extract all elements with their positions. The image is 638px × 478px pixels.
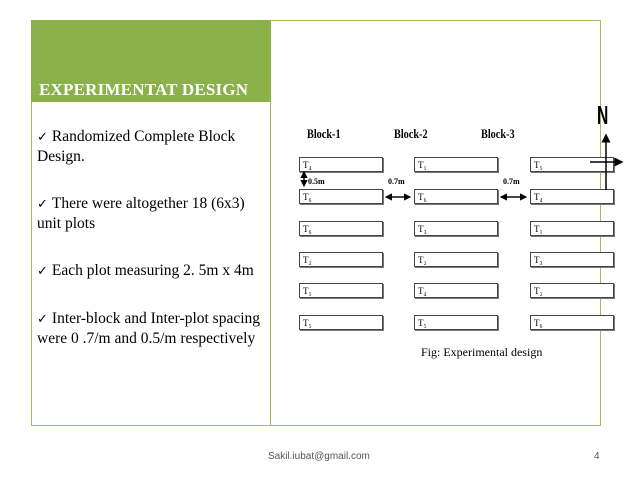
- plot-label: T₁: [303, 286, 312, 296]
- plot-label: T₄: [418, 286, 427, 296]
- bullet-text: Each plot measuring 2. 5m x 4m: [51, 262, 254, 279]
- plot-label: T₅: [303, 318, 312, 328]
- block-spacing-label-1: 0.7m: [388, 177, 405, 186]
- check-icon: ✓: [37, 130, 48, 145]
- block-3-label: Block-3: [481, 127, 515, 141]
- plot-label: T₆: [303, 192, 312, 202]
- plot-label: T₅: [418, 318, 427, 328]
- plot-label: T₁: [534, 224, 543, 234]
- page-number: 4: [594, 451, 600, 462]
- block-spacing-label-2: 0.7m: [503, 177, 520, 186]
- block-2-label: Block-2: [394, 127, 428, 141]
- check-icon: ✓: [37, 312, 48, 327]
- north-label: N: [597, 100, 609, 130]
- plot-label: T₄: [303, 160, 312, 170]
- footer-email: Sakil.iubat@gmail.com: [268, 451, 370, 462]
- plot-label: T₃: [534, 255, 543, 265]
- plot-label: T₅: [534, 160, 543, 170]
- plot-spacing-label: 0.5m: [308, 177, 325, 186]
- check-icon: ✓: [37, 197, 48, 212]
- bullet-text: Randomized Complete Block Design.: [37, 128, 236, 165]
- slide-title: EXPERIMENTAT DESIGN: [39, 80, 249, 99]
- plot-label: T₆: [418, 192, 427, 202]
- bullet-text: There were altogether 18 (6x3) unit plots: [37, 195, 245, 232]
- plot-label: T₄: [534, 192, 543, 202]
- block-1-label: Block-1: [307, 127, 341, 141]
- plot-label: T₁: [418, 160, 427, 170]
- plot-label: T₂: [303, 255, 312, 265]
- figure-caption: Fig: Experimental design: [421, 345, 543, 359]
- plot-label: T₂: [534, 286, 543, 296]
- bullet-text: Inter-block and Inter-plot spacing were 0 .7/m and 0.5/m respectively: [37, 310, 261, 347]
- plot-label: T₃: [418, 224, 427, 234]
- plot-label: T₆: [303, 224, 312, 234]
- check-icon: ✓: [37, 264, 48, 279]
- plot-label: T₂: [418, 255, 427, 265]
- plot-label: T₆: [534, 318, 543, 328]
